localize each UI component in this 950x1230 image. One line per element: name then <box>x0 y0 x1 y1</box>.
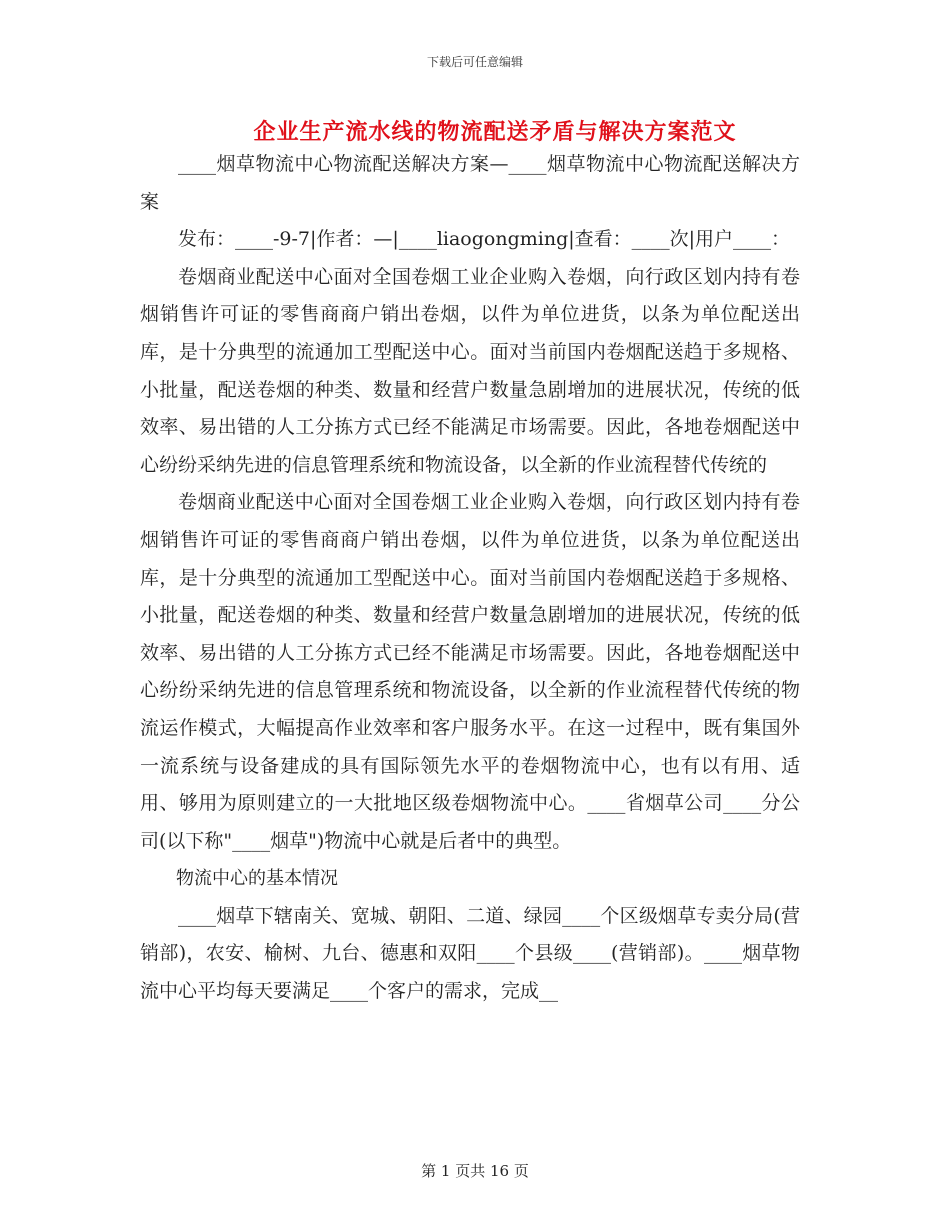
paragraph-body-2: 卷烟商业配送中心面对全国卷烟工业企业购入卷烟，向行政区划内持有卷烟销售许可证的零售商商户销出卷烟，以件为单位进货，以条为单位配送出库，是十分典型的流通加工型配送中心。面对当前国内卷烟配送趋于多规格、小批量，配送卷烟的种类、数量和经营户数量急剧增加的进展状况，传统的低效率、易出错的人工分拣方式已经不能满足市场需要。因此，各地卷烟配送中心纷纷采纳先进的信息管理系统和物流设备，以全新的作业流程替代传统的物流运作模式，大幅提高作业效率和客户服务水平。在这一过程中，既有集国外一流系统与设备建成的具有国际领先水平的卷烟物流中心，也有以有用、适用、够用为原则建立的一大批地区级卷烟物流中心。____省烟草公司____分公司(以下称"____烟草")物流中心就是后者中的典型。 <box>140 491 800 852</box>
paragraph-body-1: 卷烟商业配送中心面对全国卷烟工业企业购入卷烟，向行政区划内持有卷烟销售许可证的零售商商户销出卷烟，以件为单位进货，以条为单位配送出库，是十分典型的流通加工型配送中心。面对当前国内卷烟配送趋于多规格、小批量，配送卷烟的种类、数量和经营户数量急剧增加的进展状况，传统的低效率、易出错的人工分拣方式已经不能满足市场需要。因此，各地卷烟配送中心纷纷采纳先进的信息管理系统和物流设备，以全新的作业流程替代传统的 <box>140 265 800 476</box>
page-footer: 第 1 页共 16 页 <box>421 1162 529 1180</box>
paragraph-publish-info: 发布：____-9-7|作者：—|____liaogongming|查看：____次|用户____： <box>178 228 791 251</box>
document-body <box>140 146 800 1011</box>
header-note: 下载后可任意编辑 <box>426 55 523 69</box>
paragraph-intro: ____烟草物流中心物流配送解决方案—____烟草物流中心物流配送解决方案 <box>140 153 800 213</box>
document-title: 企业生产流水线的物流配送矛盾与解决方案范文 <box>253 119 737 145</box>
section-heading: 物流中心的基本情况 <box>176 868 338 890</box>
paragraph-body-3: ____烟草下辖南关、宽城、朝阳、二道、绿园____个区级烟草专卖分局(营销部)，农安、榆树、九台、德惠和双阳____个县级____(营销部)。____烟草物流中心平均每天要满足____个客户的需求，完成__ <box>140 904 800 1003</box>
